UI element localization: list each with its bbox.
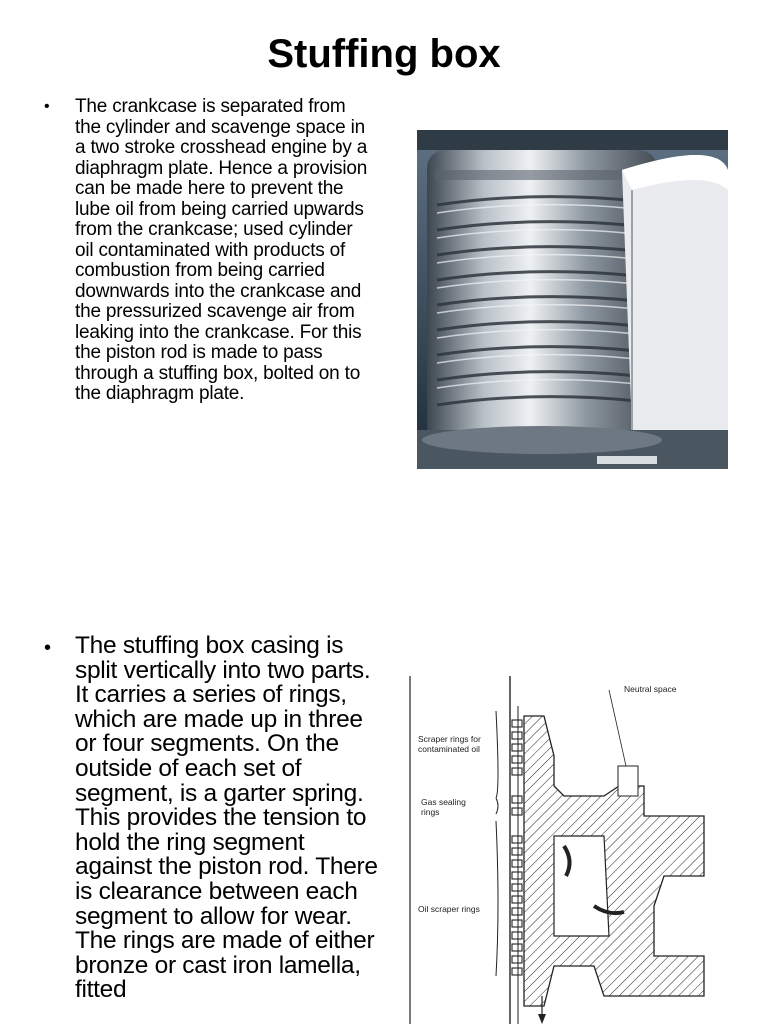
bullet-marker: • — [44, 98, 50, 115]
page-title: Stuffing box — [267, 32, 501, 76]
bullet-marker: • — [44, 637, 52, 659]
stuffing-box-photo-illustration — [417, 130, 728, 469]
bullet-text: The stuffing box casing is split vertically into two parts. It carries a series of rings, which are made up in three or four segments. On the outside of each set of segment, is a garter spring. This provides the tension to hold the ring segment against the piston rod. There is clearance between each segment to allow for wear. The rings are made of either bronze or cast iron lamella, fitted — [75, 632, 378, 1004]
stuffing-box-diagram — [404, 676, 716, 1024]
label-scraper-rings: Scraper rings for contaminated oil — [418, 734, 481, 754]
label-gas-sealing-rings: Gas sealing rings — [421, 797, 466, 817]
stuffing-box-photo — [417, 130, 728, 469]
stuffing-box-diagram-drawing — [404, 676, 716, 1024]
label-neutral-space: Neutral space — [624, 684, 677, 694]
bullet-text: The crankcase is separated from the cylinder and scavenge space in a two stroke crosshead engine by a diaphragm plate. Hence a provision can be made here to prevent the lube oil from being carried upwards from the crankcase; used cylinder oil contaminated with products of combustion from being carried downwards into the crankcase and the pressurized scavenge air from leaking into the crankcase. For this the piston rod is made to pass through a stuffing box, bolted on to the diaphragm plate. — [75, 96, 368, 404]
label-oil-scraper-rings: Oil scraper rings — [418, 904, 480, 914]
